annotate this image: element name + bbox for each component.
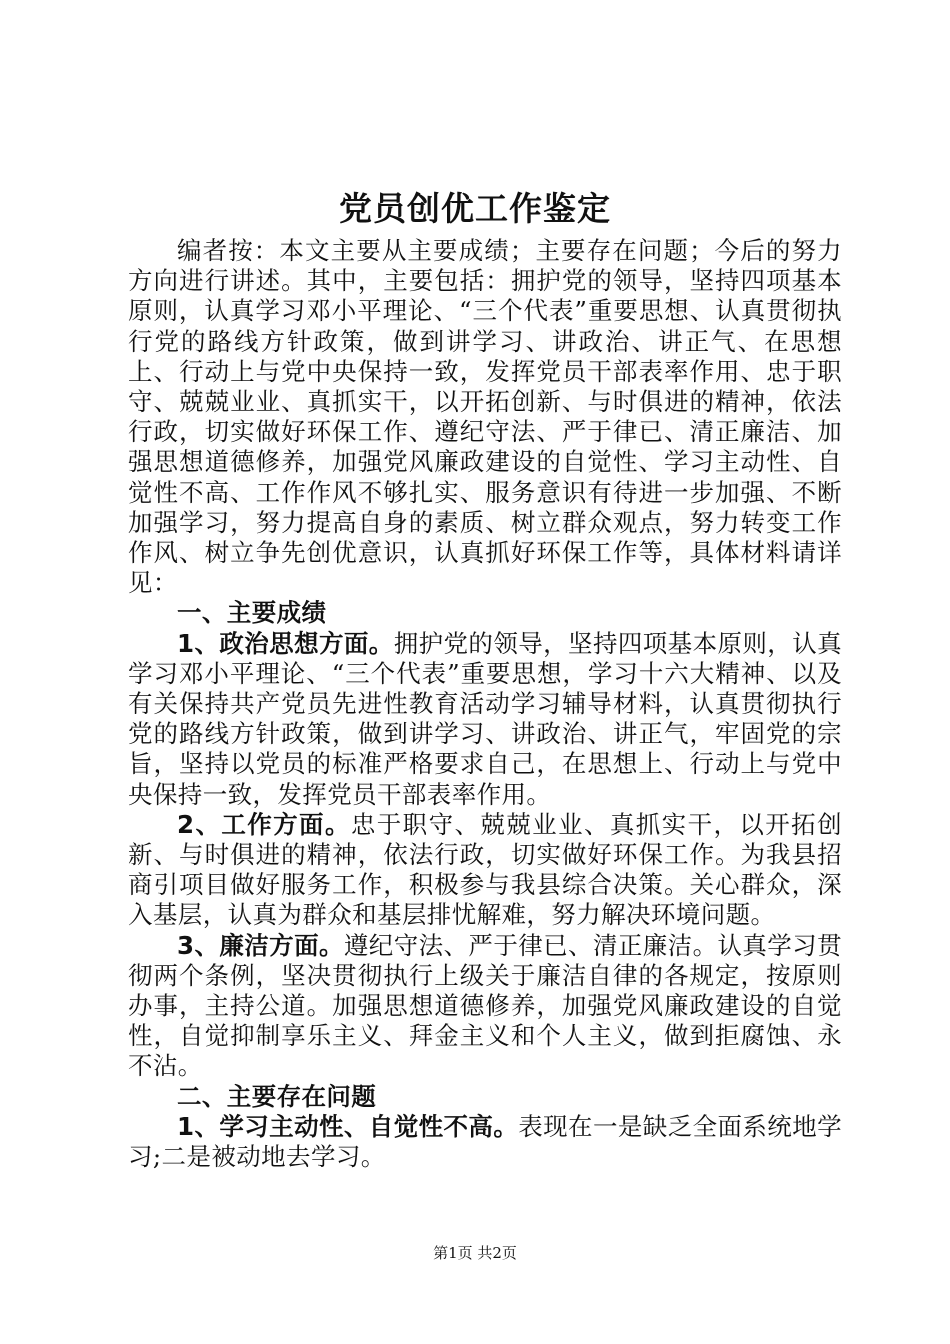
paragraph-work [128,810,842,931]
paragraph-learning-initiative [128,1112,842,1172]
item-text-work: 忠于职守、兢兢业业、真抓实干，以开拓创新、与时俱进的精神，依法行政，切实做好环保工作。为我县招商引项目做好服务工作，积极参与我县综合决策。关心群众，深入基层，认真为群众和基层排忧解难，努力解决环境问题。 [128,809,842,930]
item-lead-integrity: 3、廉洁方面。 [177,930,344,960]
editor-note-paragraph: 编者按：本文主要从主要成绩；主要存在问题；今后的努力方向进行讲述。其中，主要包括：拥护党的领导，坚持四项基本原则，认真学习邓小平理论、“三个代表”重要思想、认真贯彻执行党的路线方针政策，做到讲学习、讲政治、讲正气、在思想上、行动上与党中央保持一致，发挥党员干部表率作用、忠于职守、兢兢业业、真抓实干，以开拓创新、与时俱进的精神，依法行政，切实做好环保工作、遵纪守法、严于律已、清正廉洁、加强思想道德修养，加强党风廉政建设的自觉性、学习主动性、自觉性不高、工作作风不够扎实、服务意识有待进一步加强、不断加强学习，努力提高自身的素质、树立群众观点，努力转变工作作风、树立争先创优意识，认真抓好环保工作等，具体材料请详见： [128,236,842,598]
paragraph-political-thought [128,629,842,810]
item-lead-work: 2、工作方面。 [177,809,351,839]
item-lead-political-thought: 1、政治思想方面。 [177,628,394,658]
document-title: 党员创优工作鉴定 [339,189,611,228]
page-footer: 第1页 共2页 [433,1244,517,1262]
section-heading-problems: 二、主要存在问题 [177,1081,377,1111]
item-text-integrity: 遵纪守法、严于律已、清正廉洁。认真学习贯彻两个条例，坚决贯彻执行上级关于廉洁自律的各规定，按原则办事，主持公道。加强思想道德修养，加强党风廉政建设的自觉性，自觉抑制享乐主义、拜金主义和个人主义，做到拒腐蚀、永不沾。 [128,930,842,1081]
paragraph-integrity [128,931,842,1082]
section-heading-achievements: 一、主要成绩 [177,598,327,628]
item-text-learning-initiative: 表现在一是缺乏全面系统地学习;二是被动地去学习。 [128,1111,842,1172]
document-body [128,236,842,1172]
item-text-political-thought: 拥护党的领导，坚持四项基本原则，认真学习邓小平理论、“三个代表”重要思想，学习十六大精神、以及有关保持共产党员先进性教育活动学习辅导材料，认真贯彻执行党的路线方针政策，做到讲学习、讲政治、讲正气，牢固党的宗旨，坚持以党员的标准严格要求自己，在思想上、行动上与党中央保持一致，发挥党员干部表率作用。 [128,628,842,809]
item-lead-learning-initiative: 1、学习主动性、自觉性不高。 [177,1111,519,1141]
